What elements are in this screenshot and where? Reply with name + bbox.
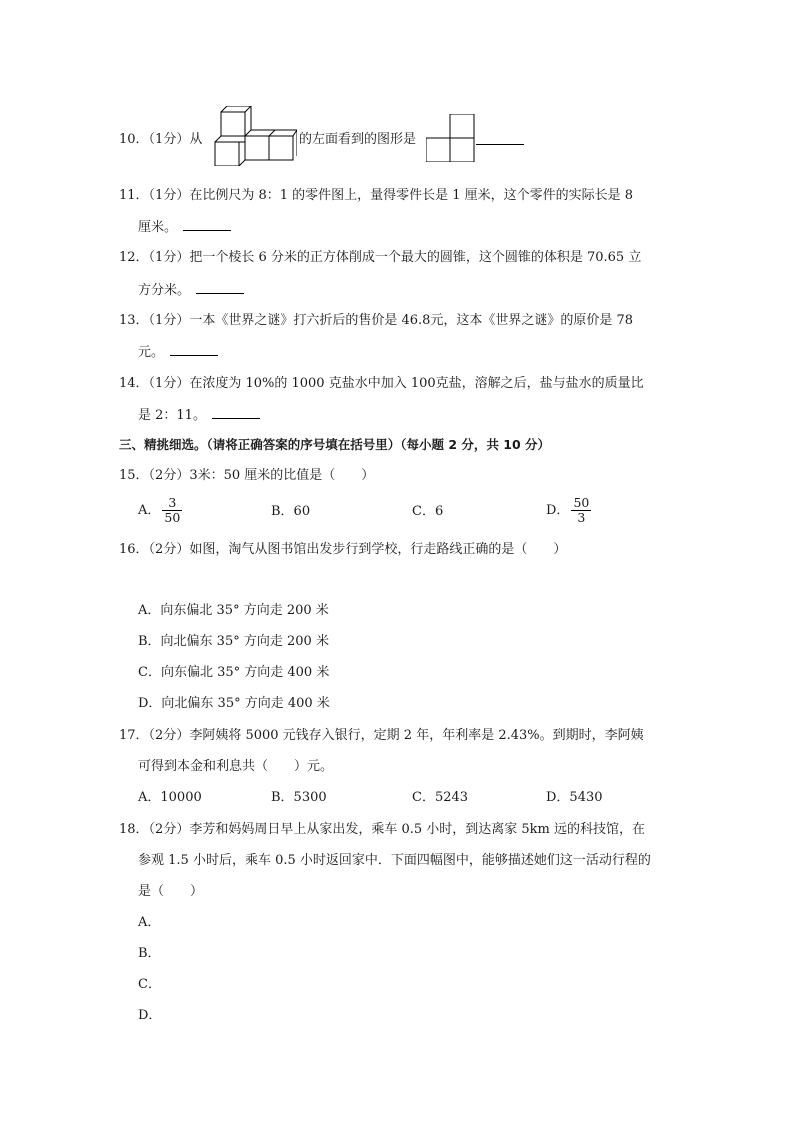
question-10-number: 10．（1分）从 — [119, 132, 203, 147]
question-11-cont: 厘米。 — [138, 218, 231, 237]
fraction-50-3: $\frac{50}{3}$ — [573, 495, 590, 525]
answer-blank-11[interactable] — [183, 218, 231, 231]
question-17: 17．（2分）李阿姨将 5000 元钱存入银行，定期 2 年，年利率是 2.43%。到期时，李阿姨 — [119, 728, 644, 743]
option-16-a[interactable]: A．向东偏北 35° 方向走 200 米 — [138, 603, 329, 618]
option-18-a[interactable]: A． — [138, 915, 161, 930]
option-17-a[interactable]: A．10000 — [138, 790, 202, 805]
option-18-b[interactable]: B． — [138, 946, 161, 961]
answer-blank-10[interactable] — [476, 144, 524, 145]
question-11: 11．（1分）在比例尺为 8：1 的零件图上，量得零件长是 1 厘米，这个零件的实际长是 8 — [119, 188, 634, 203]
question-13-cont: 元。 — [138, 343, 218, 362]
option-15-a[interactable]: A． $\frac{3}{50}$ — [138, 495, 181, 525]
option-17-d[interactable]: D．5430 — [546, 790, 603, 805]
answer-blank-14[interactable] — [212, 406, 260, 419]
option-17-b[interactable]: B．5300 — [271, 790, 327, 805]
option-16-d[interactable]: D．向北偏东 35° 方向走 400 米 — [138, 696, 330, 711]
question-18: 18．（2分）李芳和妈妈周日早上从家出发，乘车 0.5 小时，到达离家 5km 远的科技馆，在 — [119, 822, 645, 837]
fraction-3-50: $\frac{3}{50}$ — [164, 495, 181, 525]
answer-blank-12[interactable] — [196, 281, 244, 294]
question-14: 14．（1分）在浓度为 10%的 1000 克盐水中加入 100克盐，溶解之后，盐与盐水的质量比 — [119, 376, 644, 391]
option-16-c[interactable]: C．向东偏北 35° 方向走 400 米 — [138, 665, 330, 680]
question-16: 16．（2分）如图，淘气从图书馆出发步行到学校，行走路线正确的是（ ） — [119, 542, 567, 557]
option-15-c[interactable]: C．6 — [412, 504, 444, 519]
question-12-cont: 方分米。 — [138, 281, 244, 300]
question-15: 15．（2分）3米：50 厘米的比值是（ ） — [119, 468, 375, 483]
question-14-cont: 是 2：11。 — [138, 406, 260, 425]
option-18-d[interactable]: D． — [138, 1008, 162, 1023]
option-15-b[interactable]: B．60 — [271, 504, 311, 519]
question-18-cont-2: 是（ ） — [138, 884, 204, 899]
question-17-cont: 可得到本金和利息共（ ）元。 — [138, 759, 334, 774]
option-16-b[interactable]: B．向北偏东 35° 方向走 200 米 — [138, 634, 329, 649]
question-12: 12．（1分）把一个棱长 6 分米的正方体削成一个最大的圆锥，这个圆锥的体积是 70.65 立 — [119, 250, 642, 265]
cube-stack-figure — [213, 106, 297, 166]
option-18-c[interactable]: C． — [138, 977, 161, 992]
question-10-text: 的左面看到的图形是 — [299, 132, 417, 147]
left-view-figure — [426, 114, 476, 162]
option-17-c[interactable]: C．5243 — [412, 790, 469, 805]
question-13: 13．（1分）一本《世界之谜》打六折后的售价是 46.8元，这本《世界之谜》的原价是 78 — [119, 313, 634, 328]
answer-blank-13[interactable] — [170, 343, 218, 356]
section-3-heading: 三、精挑细选。（请将正确答案的序号填在括号里）（每小题 2 分，共 10 分） — [119, 437, 551, 452]
option-15-d[interactable]: D． $\frac{50}{3}$ — [546, 495, 590, 525]
question-18-cont-1: 参观 1.5 小时后，乘车 0.5 小时返回家中．下面四幅图中，能够描述她们这一活动行程的 — [138, 853, 651, 868]
